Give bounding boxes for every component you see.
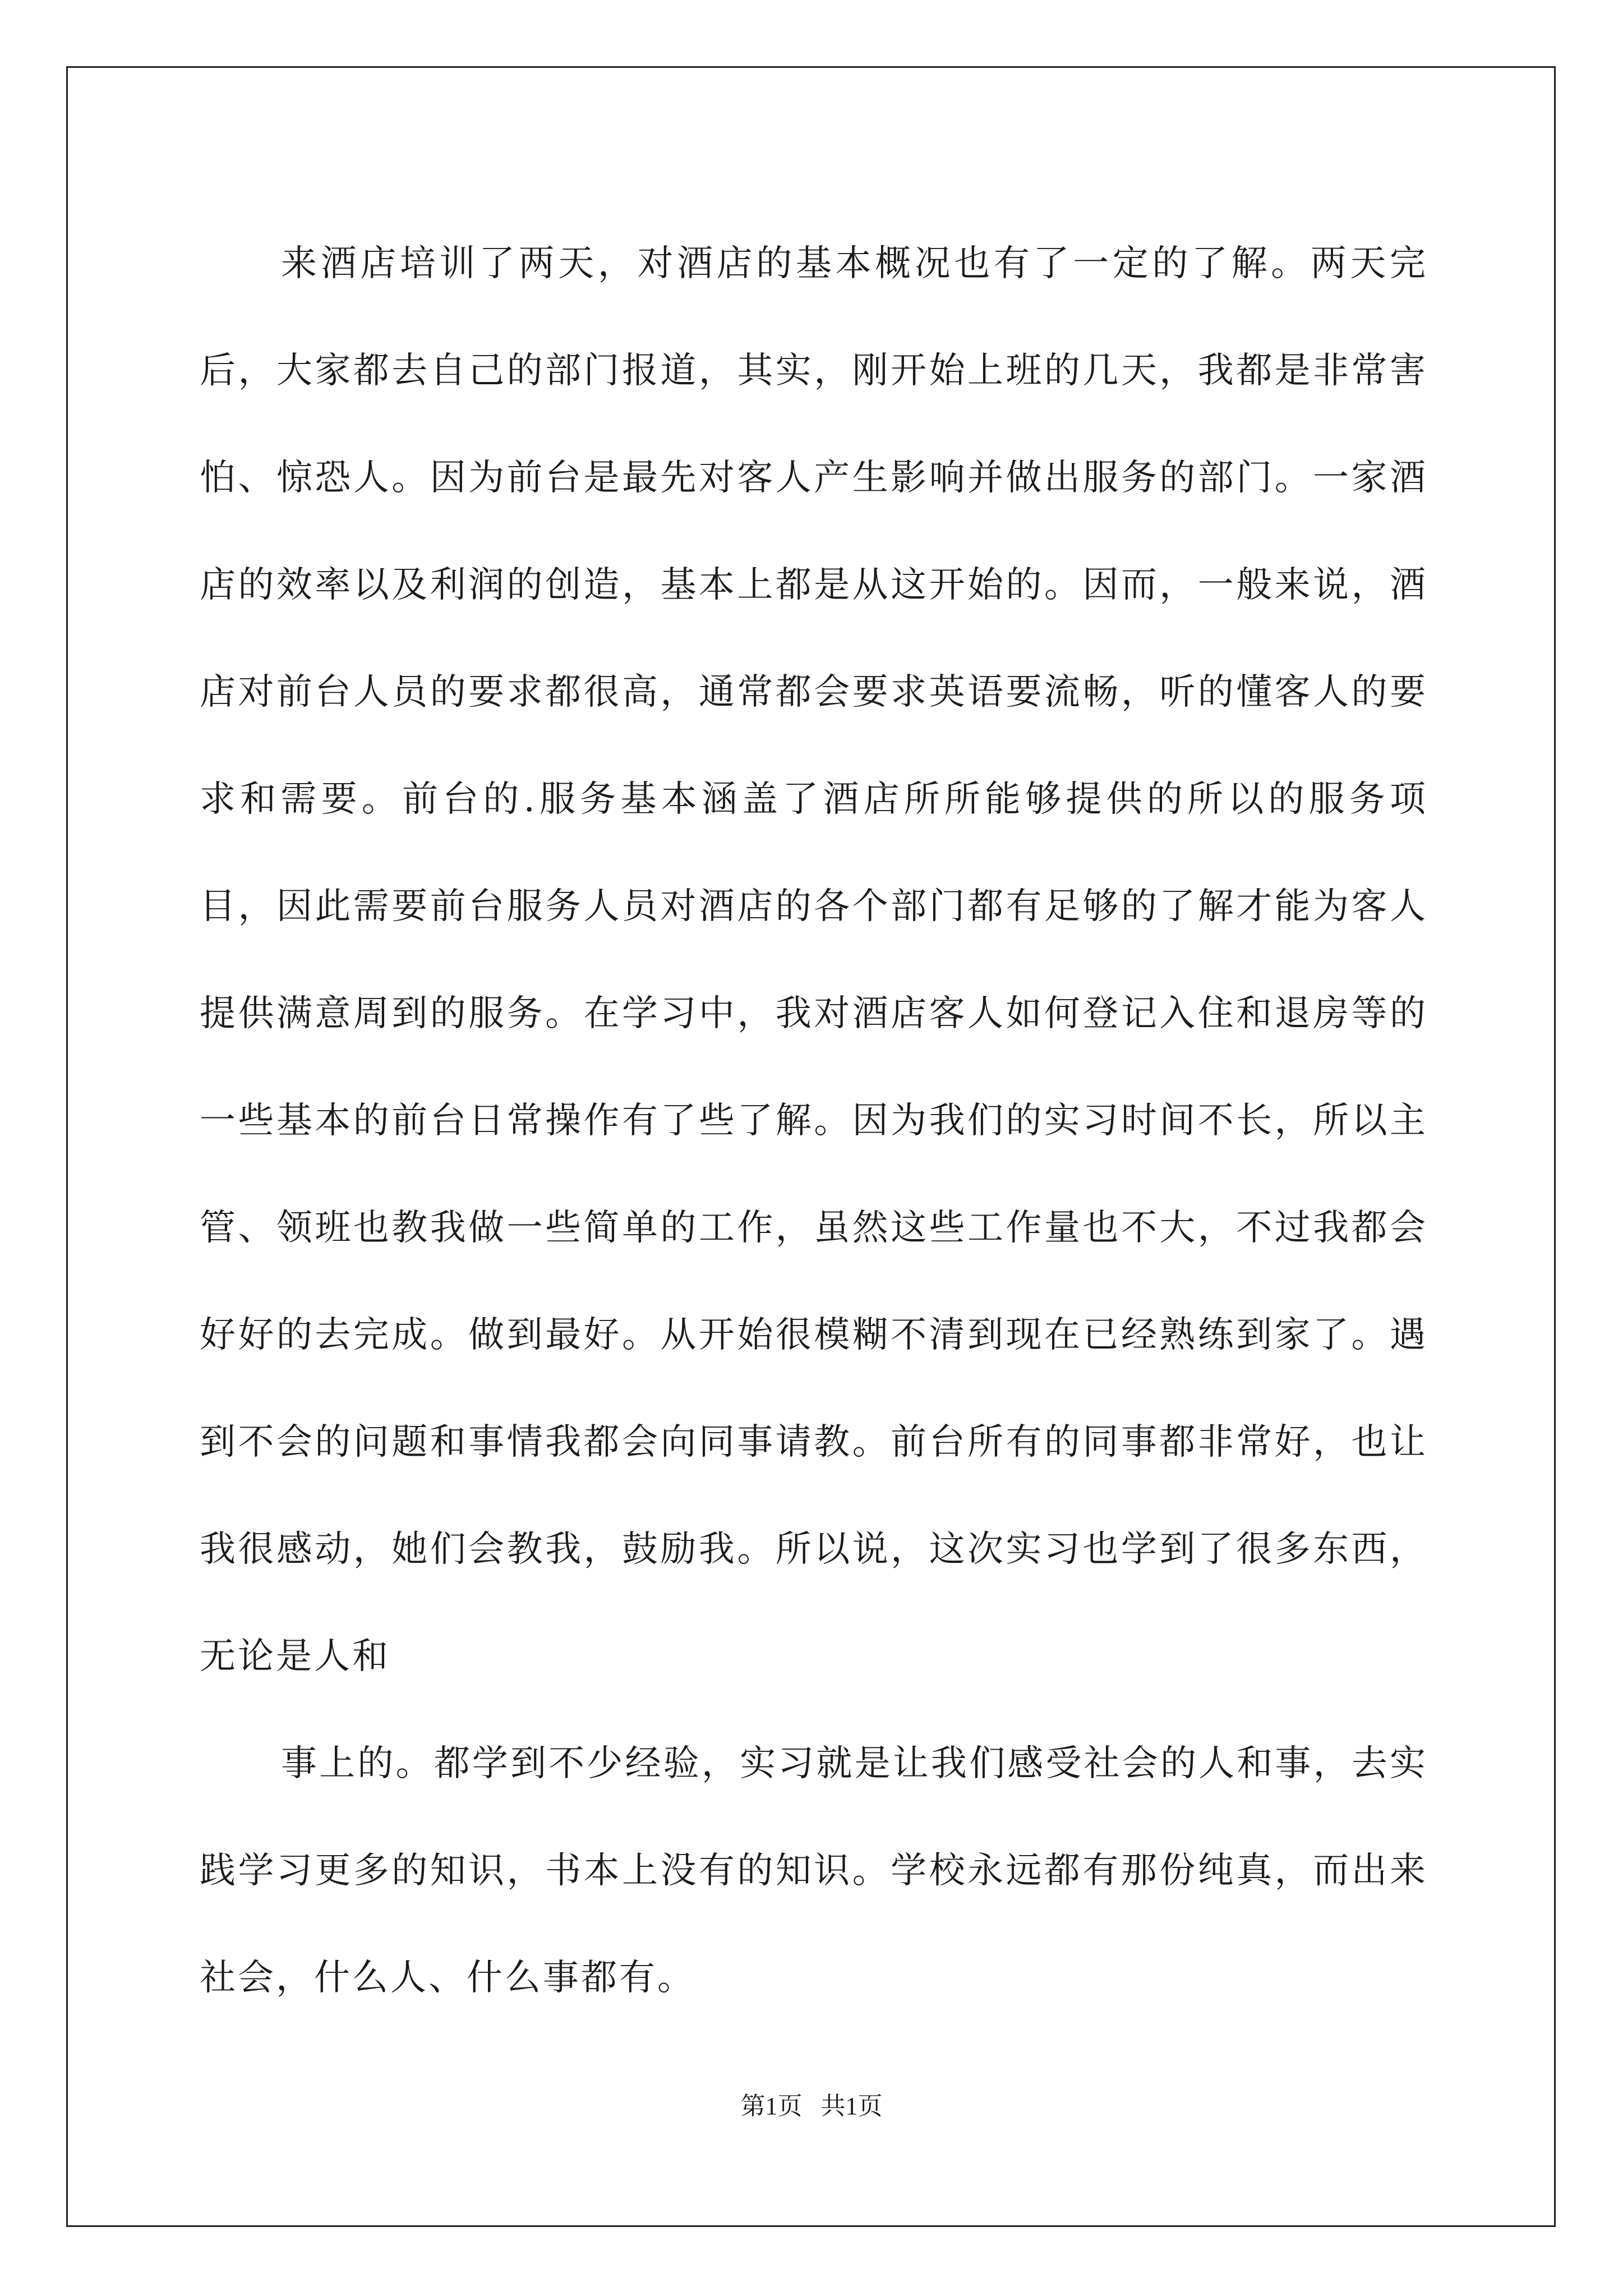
paragraph-2: 事上的。都学到不少经验，实习就是让我们感受社会的人和事，去实践学习更多的知识，书本上没有的知识。学校永远都有那份纯真，而出来社会，什么人、什么事都有。	[200, 1743, 1428, 1999]
page-footer	[0, 2090, 1623, 2123]
document-body	[200, 210, 1428, 2032]
page-number-label: 第1页 共1页	[740, 2092, 883, 2120]
paragraph-1: 来酒店培训了两天，对酒店的基本概况也有了一定的了解。两天完后，大家都去自己的部门报道，其实，刚开始上班的几天，我都是非常害怕、惊恐人。因为前台是最先对客人产生影响并做出服务的部门。一家酒店的效率以及利润的创造，基本上都是从这开始的。因而，一般来说，酒店对前台人员的要求都很高，通常都会要求英语要流畅，听的懂客人的要求和需要。前台的.服务基本涵盖了酒店所所能够提供的所以的服务项目，因此需要前台服务人员对酒店的各个部门都有足够的了解才能为客人提供满意周到的服务。在学习中，我对酒店客人如何登记入住和退房等的一些基本的前台日常操作有了些了解。因为我们的实习时间不长，所以主管、领班也教我做一些简单的工作，虽然这些工作量也不大，不过我都会好好的去完成。做到最好。从开始很模糊不清到现在已经熟练到家了。遇到不会的问题和事情我都会向同事请教。前台所有的同事都非常好，也让我很感动，她们会教我，鼓励我。所以说，这次实习也学到了很多东西，无论是人和	[200, 243, 1428, 1677]
